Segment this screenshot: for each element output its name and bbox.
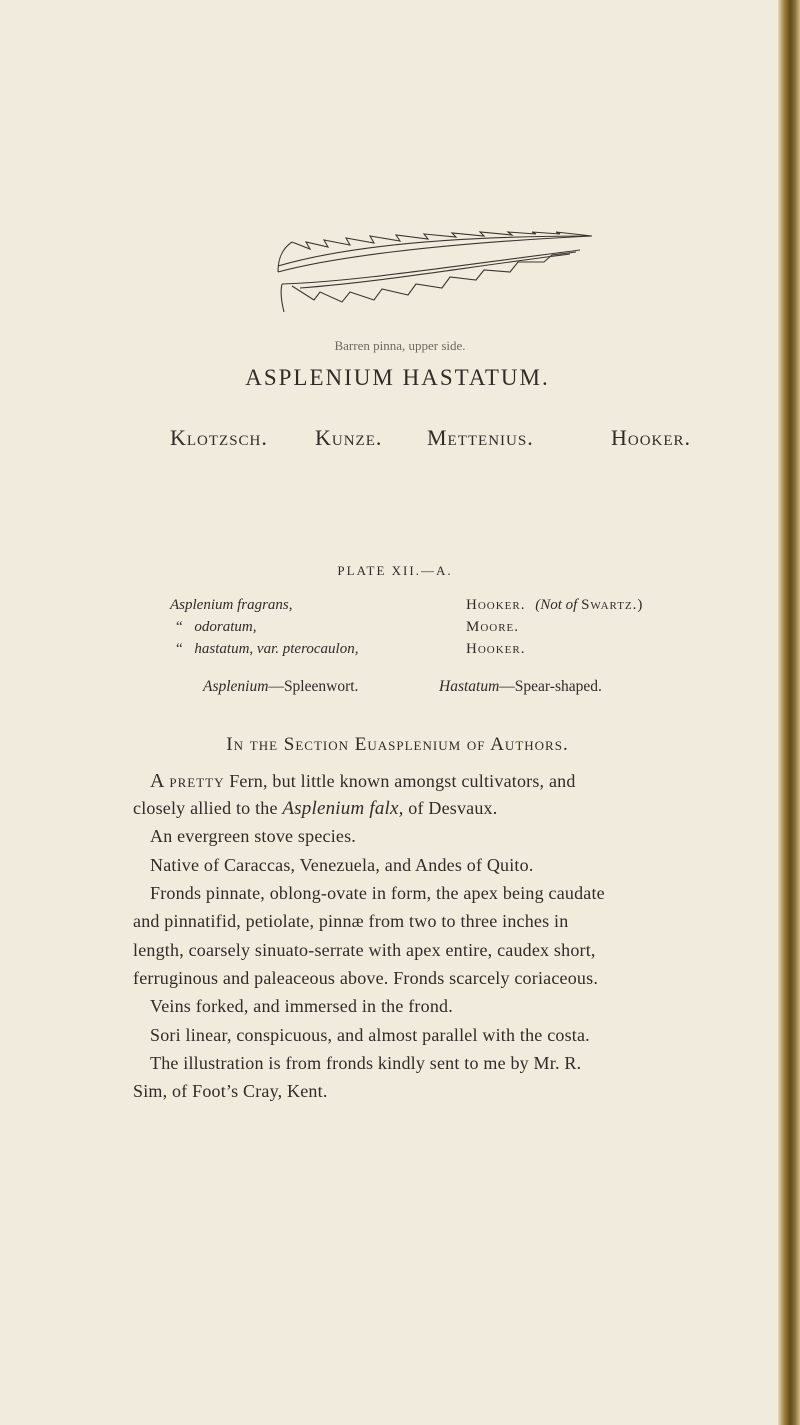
synonym-name: hastatum, var. pterocaulon, (194, 641, 359, 657)
body-line: closely allied to the Asplenium falx, of Desvaux. (133, 798, 498, 819)
body-line: The illustration is from fronds kindly sent to me by Mr. R. (150, 1053, 582, 1073)
author-klotzsch: Klotzsch. (170, 425, 268, 450)
synonym-author: Moore. (466, 619, 520, 635)
body-line: length, coarsely sinuato-serrate with apex entire, caudex short, (133, 940, 596, 960)
synonym-author: Hooker. (Not of Swartz.) (466, 597, 643, 613)
synonym-row: “ hastatum, var. pterocaulon, (176, 641, 359, 657)
plate-number: PLATE XII.—A. (337, 563, 453, 578)
body-line: and pinnatifid, petiolate, pinnæ from two to three inches in (133, 911, 569, 931)
section-heading: In the Section Euasplenium of Authors. (226, 734, 569, 755)
author-kunze: Kunze. (315, 425, 383, 450)
synonym-name: odoratum, (194, 619, 257, 635)
synonym-row (170, 597, 293, 614)
synonym-author: Hooker. (466, 641, 526, 657)
figure-caption: Barren pinna, upper side. (334, 338, 466, 353)
body-line: A pretty Fern, but little known amongst cultivators, and (150, 770, 576, 792)
book-spine-edge (778, 0, 800, 1425)
body-line: ferruginous and paleaceous above. Fronds scarcely coriaceous. (133, 968, 599, 988)
synonym-name: Asplenium fragrans, (170, 597, 293, 613)
body-line: Sim, of Foot’s Cray, Kent. (133, 1081, 328, 1101)
name-meaning: Asplenium—Spleenwort. (203, 678, 359, 695)
body-line: Veins forked, and immersed in the frond. (150, 996, 453, 1016)
page-title: ASPLENIUM HASTATUM. (245, 365, 550, 390)
body-line: Native of Caraccas, Venezuela, and Andes of Quito. (150, 855, 534, 875)
pinna-illustration (270, 222, 600, 317)
body-line: Sori linear, conspicuous, and almost parallel with the costa. (150, 1025, 590, 1045)
name-meaning: Hastatum—Spear-shaped. (439, 678, 602, 695)
synonym-row: “ odoratum, (176, 619, 257, 635)
body-line: An evergreen stove species. (150, 826, 356, 846)
body-line: Fronds pinnate, oblong-ovate in form, the apex being caudate (150, 883, 605, 903)
author-hooker: Hooker. (611, 425, 692, 450)
synonym-note: (Not of Swartz.) (535, 597, 643, 613)
author-mettenius: Mettenius. (427, 425, 534, 450)
